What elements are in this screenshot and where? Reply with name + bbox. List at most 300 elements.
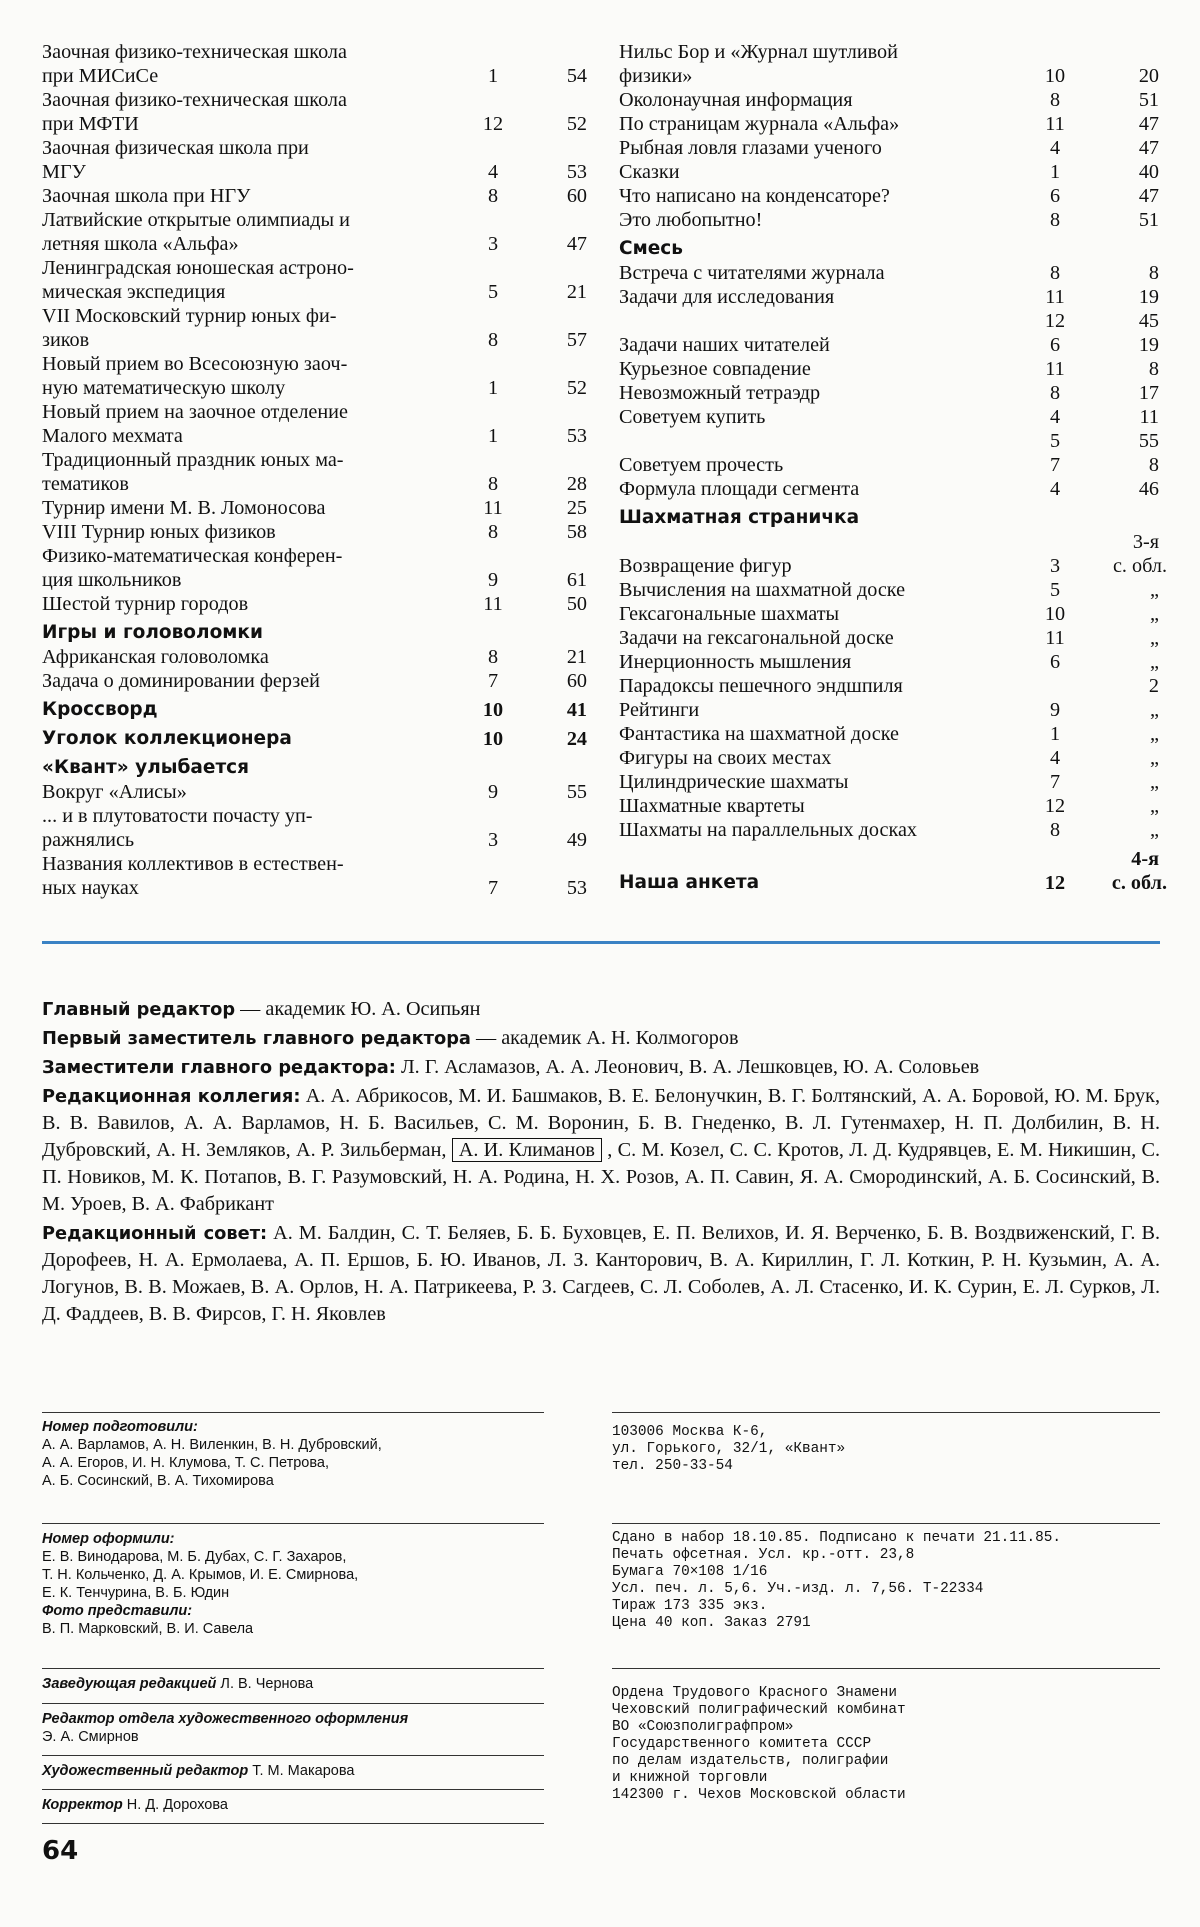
entry-title: Наша анкета xyxy=(619,872,760,893)
page-ref-value: 41 xyxy=(566,699,587,721)
entry-title xyxy=(619,818,1021,842)
page-ref-value: „ xyxy=(1150,795,1159,817)
entry-title-line: Шахматные квартеты xyxy=(619,795,805,817)
index-entry xyxy=(42,544,587,592)
issue-number: 12 xyxy=(1044,310,1066,332)
entry-title-line: Шахматы на параллельных досках xyxy=(619,819,918,841)
page-ref xyxy=(1089,770,1159,794)
deputies: Заместители главного редактора: Л. Г. Асламазов, А. А. Леонович, В. А. Лешковцев, Ю. А. Соловьев xyxy=(42,1056,980,1078)
entry-title xyxy=(619,453,1021,477)
issue-number: 8 xyxy=(1049,209,1061,231)
page-ref-value: 40 xyxy=(1138,161,1159,183)
entry-title xyxy=(619,285,1021,309)
index-entry xyxy=(42,645,587,669)
section-heading xyxy=(619,237,1159,261)
credits-rule xyxy=(42,1755,544,1756)
entry-title xyxy=(42,780,461,804)
index-entry xyxy=(619,160,1159,184)
entry-title-line: Советуем прочесть xyxy=(619,454,784,476)
entry-title-line: Ленинградская юношеская астроно- xyxy=(42,257,354,279)
page-ref xyxy=(525,184,587,208)
credits-rule xyxy=(42,1412,544,1413)
editorial-council: Редакционный совет: А. М. Балдин, С. Т. Беляев, Б. Б. Буховцев, Е. П. Велихов, И. Я. Верченко, Б. В. Воздвиженский, Г. В. Дорофеев, Н. А. Ермолаева, А. П. Ершов, Б. Ю. Иванов, Л. З. Канторович, В. А. Кириллин, Г. Л. Коткин, Р. Н. Кузьмин, А. А. Логунов, В. В. Можаев, В. А. Орлов, Н. А. Патрикеева, Р. З. Сагдеев, С. Л. Соболев, А. Л. Стасенко, И. К. Сурин, Е. Л. Сурков, Л. Д. Фаддеев, В. В. Фирсов, Г. Н. Яковлев xyxy=(42,1222,1160,1325)
entry-title xyxy=(619,746,1021,770)
page-ref xyxy=(1089,381,1159,405)
entry-title-line: Задачи для исследования xyxy=(619,286,835,308)
page-ref-value: 51 xyxy=(1138,209,1159,231)
issue-number: 3 xyxy=(487,829,499,851)
entry-title xyxy=(619,554,1021,578)
page-ref xyxy=(525,727,587,751)
index-entry xyxy=(619,626,1159,650)
issue-number: 10 xyxy=(1044,603,1066,625)
page-ref-value: „ xyxy=(1150,723,1159,745)
section-heading xyxy=(619,506,1159,530)
entry-title xyxy=(42,645,461,669)
entry-title xyxy=(619,184,1021,208)
index-entry xyxy=(42,256,587,304)
index-entry xyxy=(619,578,1159,602)
page-ref-value: „ xyxy=(1150,747,1159,769)
page-ref xyxy=(1089,530,1167,578)
page-ref xyxy=(1089,698,1159,722)
imprint-rule xyxy=(612,1668,1160,1669)
issue-number: 1 xyxy=(1049,723,1061,745)
issue-number: 12 xyxy=(482,113,504,135)
entry-title xyxy=(619,261,1021,285)
issue-number: 12 xyxy=(1044,872,1066,894)
head-of-office: Заведующая редакцией Л. В. Чернова xyxy=(42,1676,314,1692)
issue-number: 12 xyxy=(1044,795,1066,817)
page-ref-cover: с. обл. xyxy=(1111,872,1167,894)
page-ref xyxy=(1089,602,1159,626)
issue-number: 5 xyxy=(487,281,499,303)
page-ref-value: 47 xyxy=(1138,137,1159,159)
entry-title-line: Названия коллективов в естествен- xyxy=(42,853,344,875)
page-ref-value: 8 xyxy=(1148,358,1159,380)
entry-title-line: Околонаучная информация xyxy=(619,89,853,111)
entry-title-line: ражнялись xyxy=(42,829,135,851)
entry-title xyxy=(619,770,1021,794)
index-entry xyxy=(42,352,587,400)
issue-number: 8 xyxy=(487,521,499,543)
art-dept-editor: Редактор отдела художественного оформления Э. А. Смирнов xyxy=(42,1711,409,1745)
page-ref-value: 2 xyxy=(1148,675,1159,697)
entry-title xyxy=(619,477,1021,501)
issue-number: 7 xyxy=(487,670,499,692)
page-ref-value: 45 xyxy=(1138,310,1159,332)
page-ref xyxy=(1089,64,1159,88)
editorial-address: 103006 Москва К-6, ул. Горького, 32/1, «Квант» тел. 250-33-54 xyxy=(612,1424,846,1474)
issue-number: 8 xyxy=(487,646,499,668)
entry-title: Уголок коллекционера xyxy=(42,728,292,749)
section-heading xyxy=(42,727,587,751)
page-ref xyxy=(525,472,587,496)
issue-number: 6 xyxy=(1049,334,1061,356)
issue-number: 8 xyxy=(1049,89,1061,111)
page-ref-value: 58 xyxy=(566,521,587,543)
section-divider xyxy=(42,941,1160,944)
entry-title-line: VII Московский турнир юных фи- xyxy=(42,305,337,327)
issue-number: 4 xyxy=(487,161,499,183)
page-ref xyxy=(1089,405,1159,429)
issue-number: 11 xyxy=(1045,286,1065,308)
index-entry xyxy=(42,804,587,852)
entry-title-line: Возвращение фигур xyxy=(619,555,792,577)
index-entry xyxy=(42,208,587,256)
issue-number: 1 xyxy=(487,65,499,87)
page-ref-value: 8 xyxy=(1148,262,1159,284)
entry-title-line: Заочная физико-техническая школа xyxy=(42,89,347,111)
page-ref xyxy=(525,698,587,722)
issue-number: 10 xyxy=(482,728,504,750)
entry-title-line: Рыбная ловля глазами ученого xyxy=(619,137,882,159)
entry-title-line: Новый прием на заочное отделение xyxy=(42,401,348,423)
index-entry xyxy=(619,261,1159,285)
entry-title-line: ция школьников xyxy=(42,569,182,591)
entry-title xyxy=(619,40,1021,88)
page-ref-value: 8 xyxy=(1148,454,1159,476)
page-ref xyxy=(525,112,587,136)
page-ref xyxy=(1089,477,1159,501)
index-entry xyxy=(619,136,1159,160)
section-heading xyxy=(42,756,587,780)
chief-editor: Главный редактор — академик Ю. А. Осипьян xyxy=(42,998,481,1020)
entry-title xyxy=(42,352,461,400)
page-ref-value: 51 xyxy=(1138,89,1159,111)
entry-title-line xyxy=(619,429,1015,453)
entry-title xyxy=(619,405,1021,429)
page-ref xyxy=(1089,818,1159,842)
entry-title-line: Физико-математическая конферен- xyxy=(42,545,343,567)
prepared-by: Номер подготовили: А. А. Варламов, А. Н. Виленкин, В. Н. Дубровский, А. А. Егоров, И. Н. Клумова, Т. С. Петрова, А. Б. Сосинский, В. А. Тихомирова xyxy=(42,1419,382,1489)
issue-number: 5 xyxy=(1049,430,1061,452)
page-ref-value: 54 xyxy=(566,65,587,87)
issue-number: 7 xyxy=(1049,454,1061,476)
entry-title xyxy=(619,602,1021,626)
index-entry xyxy=(619,602,1159,626)
page-ref xyxy=(1089,208,1159,232)
issue-number: 9 xyxy=(487,569,499,591)
page-ref xyxy=(525,669,587,693)
page-ref-value: 49 xyxy=(566,829,587,851)
index-entry xyxy=(619,674,1159,698)
index-entry xyxy=(42,852,587,900)
section-heading xyxy=(42,698,587,722)
page-ref xyxy=(1089,626,1159,650)
page-ref-value: 25 xyxy=(566,497,587,519)
index-entry xyxy=(42,88,587,136)
index-entry xyxy=(619,285,1159,309)
entry-title-line: Гексагональные шахматы xyxy=(619,603,840,625)
entry-title-line: Нильс Бор и «Журнал шутливой xyxy=(619,41,898,63)
issue-number: 11 xyxy=(1045,113,1065,135)
issue-number: 11 xyxy=(1045,358,1065,380)
entry-title-line: Рейтинги xyxy=(619,699,700,721)
entry-title-line: физики» xyxy=(619,65,693,87)
page-ref xyxy=(1089,333,1159,357)
issue-number: 11 xyxy=(483,593,503,615)
issue-number: 1 xyxy=(487,425,499,447)
page-ref-value: 4-я xyxy=(1131,848,1159,870)
credits-rule xyxy=(42,1823,544,1824)
page-ref xyxy=(525,645,587,669)
entry-title-line: Задача о доминировании ферзей xyxy=(42,670,320,692)
page-ref xyxy=(525,496,587,520)
entry-title-line: Невозможный тетраэдр xyxy=(619,382,821,404)
masthead xyxy=(42,996,1160,1330)
index-entry xyxy=(42,592,587,616)
page-ref-value: 19 xyxy=(1138,334,1159,356)
issue-number: 1 xyxy=(487,377,499,399)
page-ref xyxy=(1089,136,1159,160)
issue-number: 3 xyxy=(1049,555,1061,577)
page-ref xyxy=(525,780,587,804)
index-entry xyxy=(619,453,1159,477)
page-ref-value: 53 xyxy=(566,877,587,899)
designed-by: Номер оформили: Е. В. Винодарова, М. Б. Дубах, С. Г. Захаров, Т. Н. Кольченко, Д. А. Крымов, И. Е. Смирнова, Е. К. Тенчурина, В. Б. Юдин Фото представили: В. П. Марковский, В. И. Савела xyxy=(42,1531,359,1637)
entry-title: Смесь xyxy=(619,238,683,259)
entry-title-line: VIII Турнир юных физиков xyxy=(42,521,276,543)
credits-rule xyxy=(42,1789,544,1790)
entry-title-line: Парадоксы пешечного эндшпиля xyxy=(619,675,903,697)
page-ref-value: 61 xyxy=(566,569,587,591)
entry-title-line: Задачи на гексагональной доске xyxy=(619,627,894,649)
entry-title xyxy=(42,400,461,448)
entry-title xyxy=(619,208,1021,232)
entry-title-line: Заочная школа при НГУ xyxy=(42,185,251,207)
entry-title-line: Инерционность мышления xyxy=(619,651,852,673)
entry-title: Шахматная страничка xyxy=(619,507,860,528)
index-entry xyxy=(619,698,1159,722)
entry-title xyxy=(619,650,1021,674)
entry-title-line: Фигуры на своих местах xyxy=(619,747,832,769)
page-ref-value: 47 xyxy=(566,233,587,255)
issue-number: 11 xyxy=(483,497,503,519)
entry-title xyxy=(619,626,1021,650)
index-entry xyxy=(619,405,1159,429)
issue-number: 5 xyxy=(1049,579,1061,601)
print-info: Сдано в набор 18.10.85. Подписано к печати 21.11.85. Печать офсетная. Усл. кр.-отт. 23,8 Бумага 70×108 1/16 Усл. печ. л. 5,6. Уч.-изд. л. 7,56. Т-22334 Тираж 173 335 экз. Цена 40 коп. Заказ 2791 xyxy=(612,1530,1062,1631)
index-entry xyxy=(619,333,1159,357)
imprint-rule xyxy=(612,1412,1160,1413)
entry-title xyxy=(42,184,461,208)
entry-title xyxy=(42,304,461,352)
entry-title-line: Вокруг «Алисы» xyxy=(42,781,187,803)
page-ref xyxy=(525,568,587,592)
index-entry xyxy=(42,136,587,184)
art-editor: Художественный редактор Т. М. Макарова xyxy=(42,1763,355,1779)
issue-number: 8 xyxy=(1049,819,1061,841)
boxed-name: А. И. Климанов xyxy=(452,1138,602,1162)
page-ref-value: 47 xyxy=(1138,113,1159,135)
page-ref-value: „ xyxy=(1150,699,1159,721)
issue-number: 4 xyxy=(1049,747,1061,769)
page-ref-value: 24 xyxy=(566,728,587,750)
issue-number: 8 xyxy=(1049,262,1061,284)
issue-number: 7 xyxy=(1049,771,1061,793)
entry-title xyxy=(42,136,461,184)
issue-number: 6 xyxy=(1049,651,1061,673)
entry-title xyxy=(619,722,1021,746)
entry-title xyxy=(619,136,1021,160)
first-deputy: Первый заместитель главного редактора — академик А. Н. Колмогоров xyxy=(42,1027,739,1049)
page-ref-value: 55 xyxy=(1138,430,1159,452)
page-ref-value: 21 xyxy=(566,646,587,668)
entry-title xyxy=(42,669,461,693)
index-entry xyxy=(619,357,1159,381)
page-ref xyxy=(525,280,587,304)
issue-number: 1 xyxy=(1049,161,1061,183)
page-ref-cover: с. обл. xyxy=(1112,555,1167,577)
index-entry xyxy=(42,448,587,496)
entry-title-line: МГУ xyxy=(42,161,86,183)
entry-title xyxy=(619,160,1021,184)
entry-title xyxy=(42,88,461,136)
entry-title-line: Сказки xyxy=(619,161,680,183)
index-entry xyxy=(619,477,1159,501)
issue-number: 8 xyxy=(1049,382,1061,404)
entry-title-line: Фантастика на шахматной доске xyxy=(619,723,899,745)
entry-title-line: Африканская головоломка xyxy=(42,646,269,668)
issue-number: 8 xyxy=(487,473,499,495)
page-ref-value: „ xyxy=(1150,651,1159,673)
entry-title xyxy=(619,357,1021,381)
entry-title-line: Вычисления на шахматной доске xyxy=(619,579,906,601)
entry-title xyxy=(42,544,461,592)
corrector: Корректор Н. Д. Дорохова xyxy=(42,1797,228,1813)
index-entry xyxy=(42,184,587,208)
issue-number: 4 xyxy=(1049,137,1061,159)
entry-title xyxy=(42,804,461,852)
issue-number: 10 xyxy=(1044,65,1066,87)
issue-number: 8 xyxy=(487,329,499,351)
page-ref-value: „ xyxy=(1150,819,1159,841)
index-entry xyxy=(619,722,1159,746)
page-ref xyxy=(525,520,587,544)
entry-title xyxy=(619,112,1021,136)
entry-title xyxy=(619,429,1021,453)
entry-title-line: Это любопытно! xyxy=(619,209,763,231)
entry-title-line: Заочная физическая школа при xyxy=(42,137,309,159)
entry-title-line: Шестой турнир городов xyxy=(42,593,249,615)
entry-title-line: По страницам журнала «Альфа» xyxy=(619,113,900,135)
entry-title xyxy=(42,520,461,544)
entry-title: Кроссворд xyxy=(42,699,158,720)
page-ref-value: 53 xyxy=(566,425,587,447)
index-entry xyxy=(42,520,587,544)
entry-title xyxy=(42,592,461,616)
issue-number: 4 xyxy=(1049,478,1061,500)
page-ref xyxy=(525,64,587,88)
page-ref-value: „ xyxy=(1150,579,1159,601)
index-entry xyxy=(42,780,587,804)
index-entry xyxy=(619,112,1159,136)
entry-title-line: Задачи наших читателей xyxy=(619,334,830,356)
index-entry xyxy=(619,429,1159,453)
entry-title-line: мическая экспедиция xyxy=(42,281,226,303)
printing-house: Ордена Трудового Красного Знамени Чеховский полиграфический комбинат ВО «Союзполиграфпром» Государственного комитета СССР по делам издательств, полиграфии и книжной торговли 142300 г. Чехов Московской области xyxy=(612,1685,906,1803)
entry-title-line: при МИСиСе xyxy=(42,65,159,87)
page-ref xyxy=(1089,674,1159,698)
page-ref xyxy=(525,376,587,400)
imprint-rule xyxy=(612,1523,1160,1524)
entry-title-line: Новый прием во Всесоюзную заоч- xyxy=(42,353,348,375)
page-ref xyxy=(1089,746,1159,770)
entry-title xyxy=(619,381,1021,405)
page-ref xyxy=(1089,309,1159,333)
index-entry xyxy=(619,794,1159,818)
entry-title xyxy=(619,88,1021,112)
page-ref-value: 50 xyxy=(566,593,587,615)
issue-number: 10 xyxy=(482,699,504,721)
index-right-column xyxy=(619,40,1167,895)
page-ref-value: „ xyxy=(1150,627,1159,649)
index-entry xyxy=(619,818,1159,842)
issue-number: 6 xyxy=(1049,185,1061,207)
entry-title xyxy=(42,448,461,496)
page-ref xyxy=(1089,285,1159,309)
index-entry xyxy=(619,650,1159,674)
entry-title-line: Традиционный праздник юных ма- xyxy=(42,449,344,471)
issue-number: 8 xyxy=(487,185,499,207)
entry-title xyxy=(42,256,461,304)
section-heading xyxy=(42,621,587,645)
entry-title-line: Курьезное совпадение xyxy=(619,358,811,380)
page-ref-value: 3-я xyxy=(1132,531,1159,553)
page-ref-value: 52 xyxy=(566,113,587,135)
issue-number: 3 xyxy=(487,233,499,255)
index-entry xyxy=(619,184,1159,208)
page-ref xyxy=(1089,578,1159,602)
entry-title-line: Малого мехмата xyxy=(42,425,183,447)
page-ref xyxy=(525,828,587,852)
entry-title-line: ных науках xyxy=(42,877,139,899)
page-ref-value: 19 xyxy=(1138,286,1159,308)
entry-title xyxy=(619,309,1021,333)
index-entry xyxy=(42,304,587,352)
index-entry xyxy=(619,208,1159,232)
index-entry xyxy=(42,496,587,520)
credits-rule xyxy=(42,1668,544,1669)
page-ref-value: 20 xyxy=(1138,65,1159,87)
credits-rule xyxy=(42,1703,544,1704)
editorial-board: Редакционная коллегия: А. А. Абрикосов, М. И. Башмаков, В. Е. Белонучкин, В. Г. Болтянский, А. А. Боровой, Ю. М. Брук, В. В. Вавилов, А. А. Варламов, Н. Б. Васильев, С. М. Воронин, Б. В. Гнеденко, В. Л. Гутенмахер, Н. П. Долбилин, В. Н. Дубровский, А. Н. Земляков, А. Р. Зильберман, А. И. Климанов , С. М. Козел, С. С. Кротов, Л. Д. Кудрявцев, Е. М. Никишин, С. П. Новиков, М. К. Потапов, В. Г. Разумовский, Н. А. Родина, Н. Х. Розов, А. П. Савин, Я. А. Смородинский, А. Б. Сосинский, В. М. Уроев, В. А. Фабрикант xyxy=(42,1085,1160,1215)
entry-title xyxy=(619,794,1021,818)
page-ref-value: 21 xyxy=(566,281,587,303)
issue-number: 9 xyxy=(487,781,499,803)
entry-title: Игры и головоломки xyxy=(42,622,263,643)
credits-rule xyxy=(42,1523,544,1524)
entry-title-line: зиков xyxy=(42,329,90,351)
page-ref-value: 28 xyxy=(566,473,587,495)
page-ref-value: 47 xyxy=(1138,185,1159,207)
entry-title-line: Формула площади сегмента xyxy=(619,478,860,500)
page-ref-value: „ xyxy=(1150,603,1159,625)
index-entry xyxy=(619,770,1159,794)
page-ref-value: 17 xyxy=(1138,382,1159,404)
page-ref-value: 52 xyxy=(566,377,587,399)
entry-title-line xyxy=(619,309,1015,333)
page-number: 64 xyxy=(42,1836,79,1866)
page-ref xyxy=(1089,722,1159,746)
entry-title-line: при МФТИ xyxy=(42,113,139,135)
page-ref xyxy=(525,160,587,184)
page-ref xyxy=(525,592,587,616)
entry-title-line: ... и в плутоватости почасту уп- xyxy=(42,805,313,827)
page-ref xyxy=(1089,88,1159,112)
index-entry xyxy=(619,88,1159,112)
